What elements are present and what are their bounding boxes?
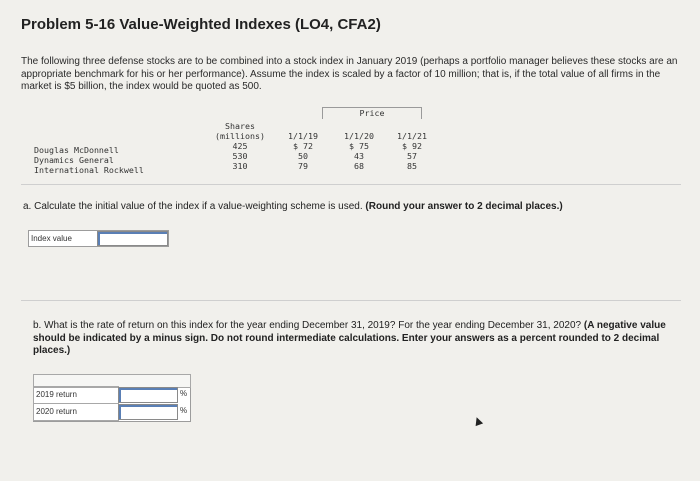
price-cell: 50 (298, 151, 308, 161)
part-b-question-text: b. What is the rate of return on this index for the year ending December 31, 2019? For the year ending December 31, 2020? (33, 320, 582, 331)
shares-header-line2: (millions) (215, 131, 265, 141)
return-2019-label: 2019 return (36, 390, 77, 399)
percent-sign: % (180, 389, 188, 398)
price-cell: 68 (354, 161, 364, 171)
shares-cell: 310 (232, 161, 248, 171)
price-column-2021 (389, 131, 435, 171)
returns-row (33, 403, 119, 421)
price-cell: $ 72 (293, 141, 313, 151)
return-2019-input[interactable] (118, 387, 178, 403)
price-cell: 79 (298, 161, 308, 171)
price-header: Price (322, 107, 422, 119)
part-b-instruction: (A negative value should be indicated by a minus sign. Do not round intermediate calculations. Enter your answers as a percent rounded to 2 decimal places.) (33, 320, 666, 356)
percent-sign: % (180, 406, 188, 415)
company-names (34, 145, 144, 175)
mouse-cursor-icon (473, 416, 483, 426)
returns-row (33, 386, 119, 404)
price-column-2020 (336, 131, 382, 171)
shares-column (210, 121, 270, 171)
company-name: International Rockwell (34, 165, 144, 175)
price-cell: 85 (407, 161, 417, 171)
date-header: 1/1/21 (397, 131, 427, 141)
problem-intro: The following three defense stocks are to be combined into a stock index in January 2019 (perhaps a portfolio manager believes these stocks are an appropriate benchmark for his or her performance). Assume the index is scaled by a factor of 10 million; that is, if the total value of all firms in the market is $5 billion, the index would be quoted as 500. (21, 56, 678, 92)
price-cell: $ 92 (402, 141, 422, 151)
index-value-input[interactable] (97, 231, 168, 246)
index-value-label: Index value (29, 231, 98, 246)
section-divider (21, 300, 681, 301)
part-a-question (23, 201, 563, 212)
index-value-row (28, 230, 169, 247)
price-cell: $ 75 (349, 141, 369, 151)
shares-header-line1: Shares (225, 121, 255, 131)
date-header: 1/1/20 (344, 131, 374, 141)
section-divider (21, 184, 681, 185)
part-a-question-text: a. Calculate the initial value of the index if a value-weighting scheme is used. (23, 201, 363, 212)
price-cell: 57 (407, 151, 417, 161)
part-a-instruction: (Round your answer to 2 decimal places.) (365, 201, 563, 212)
price-column-2019 (280, 131, 326, 171)
company-name: Douglas McDonnell (34, 145, 119, 155)
return-2020-label: 2020 return (36, 407, 77, 416)
shares-cell: 530 (232, 151, 248, 161)
shares-cell: 425 (232, 141, 248, 151)
returns-table (33, 374, 191, 422)
problem-title: Problem 5-16 Value-Weighted Indexes (LO4, CFA2) (21, 16, 381, 33)
date-header: 1/1/19 (288, 131, 318, 141)
company-name: Dynamics General (34, 155, 114, 165)
part-b-question (33, 320, 673, 358)
return-2020-input[interactable] (118, 404, 178, 420)
price-cell: 43 (354, 151, 364, 161)
